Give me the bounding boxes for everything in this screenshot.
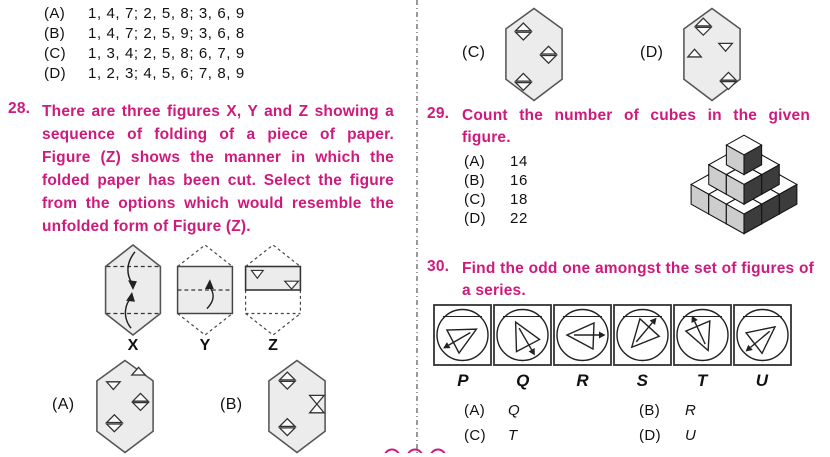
question-30-number: 30. xyxy=(427,258,450,275)
series-cell-q xyxy=(493,304,552,366)
column-divider xyxy=(416,0,419,453)
option-label: (B) xyxy=(44,25,66,42)
series-cell-t xyxy=(673,304,732,366)
fold-label-y: Y xyxy=(199,337,211,354)
question-30-text: Find the odd one amongst the set of figures of a series. xyxy=(462,260,814,299)
series-cell-s xyxy=(613,304,672,366)
option-label: (C) xyxy=(44,45,67,62)
question-29-text: Count the number of cubes in the given figure. xyxy=(462,107,810,146)
option-label: (A) xyxy=(464,402,486,419)
series-label-s: S xyxy=(636,371,648,390)
option-value: 18 xyxy=(510,191,528,208)
option-label: (A) xyxy=(464,153,486,170)
series-label-p: P xyxy=(457,371,469,390)
option-value: Q xyxy=(508,402,521,419)
option-value: U xyxy=(685,427,697,444)
option-label: (D) xyxy=(44,65,67,82)
option-label: (C) xyxy=(464,191,487,208)
option-label: (B) xyxy=(464,172,486,189)
option-label: (C) xyxy=(464,427,487,444)
question-28-number: 28. xyxy=(8,100,31,117)
option-label-a: (A) xyxy=(52,396,75,413)
series-label-t: T xyxy=(696,371,708,390)
option-value: T xyxy=(508,427,518,444)
option-label: (B) xyxy=(639,402,661,419)
option-value: 22 xyxy=(510,210,528,227)
option-value: 1, 3, 4; 2, 5, 8; 6, 7, 9 xyxy=(88,45,245,62)
option-label-b: (B) xyxy=(220,396,243,413)
option-label: (A) xyxy=(44,5,66,22)
series-labels-row xyxy=(433,371,792,391)
question-28-text: There are three figures X, Y and Z showing a sequence of folding of a piece of paper. Figure (Z) shows the manner in which the folded paper has been cut. Select the figure from the options which would resemble the unfolded form of Figure (Z). xyxy=(42,103,394,235)
option-value: 1, 4, 7; 2, 5, 8; 3, 6, 9 xyxy=(88,5,245,22)
series-figures-strip xyxy=(433,304,792,366)
option-value: 1, 2, 3; 4, 5, 6; 7, 8, 9 xyxy=(88,65,245,82)
fold-figure-z xyxy=(242,243,304,337)
series-label-q: Q xyxy=(516,371,530,390)
fold-label-z: Z xyxy=(268,337,278,354)
series-label-u: U xyxy=(755,371,769,390)
page-footer-dots xyxy=(380,446,450,453)
series-cell-r xyxy=(553,304,612,366)
hexagon-option-d xyxy=(681,6,743,104)
fold-figure-y xyxy=(174,243,236,337)
hexagon-option-c xyxy=(503,6,565,104)
fold-figure-x xyxy=(102,243,164,337)
cube-stack-figure xyxy=(688,131,800,239)
fold-label-x: X xyxy=(127,337,139,354)
hexagon-option-b xyxy=(266,357,328,457)
option-value: 16 xyxy=(510,172,528,189)
option-label-d: (D) xyxy=(640,44,664,61)
hexagon-option-a xyxy=(94,357,156,457)
series-cell-u xyxy=(733,304,792,366)
series-cell-p xyxy=(433,304,492,366)
option-label: (D) xyxy=(464,210,487,227)
option-value: 1, 4, 7; 2, 5, 9; 3, 6, 8 xyxy=(88,25,245,42)
option-value: R xyxy=(685,402,697,419)
option-label-c: (C) xyxy=(462,44,486,61)
option-label: (D) xyxy=(639,427,662,444)
series-label-r: R xyxy=(576,371,589,390)
question-29-number: 29. xyxy=(427,105,450,122)
option-value: 14 xyxy=(510,153,528,170)
